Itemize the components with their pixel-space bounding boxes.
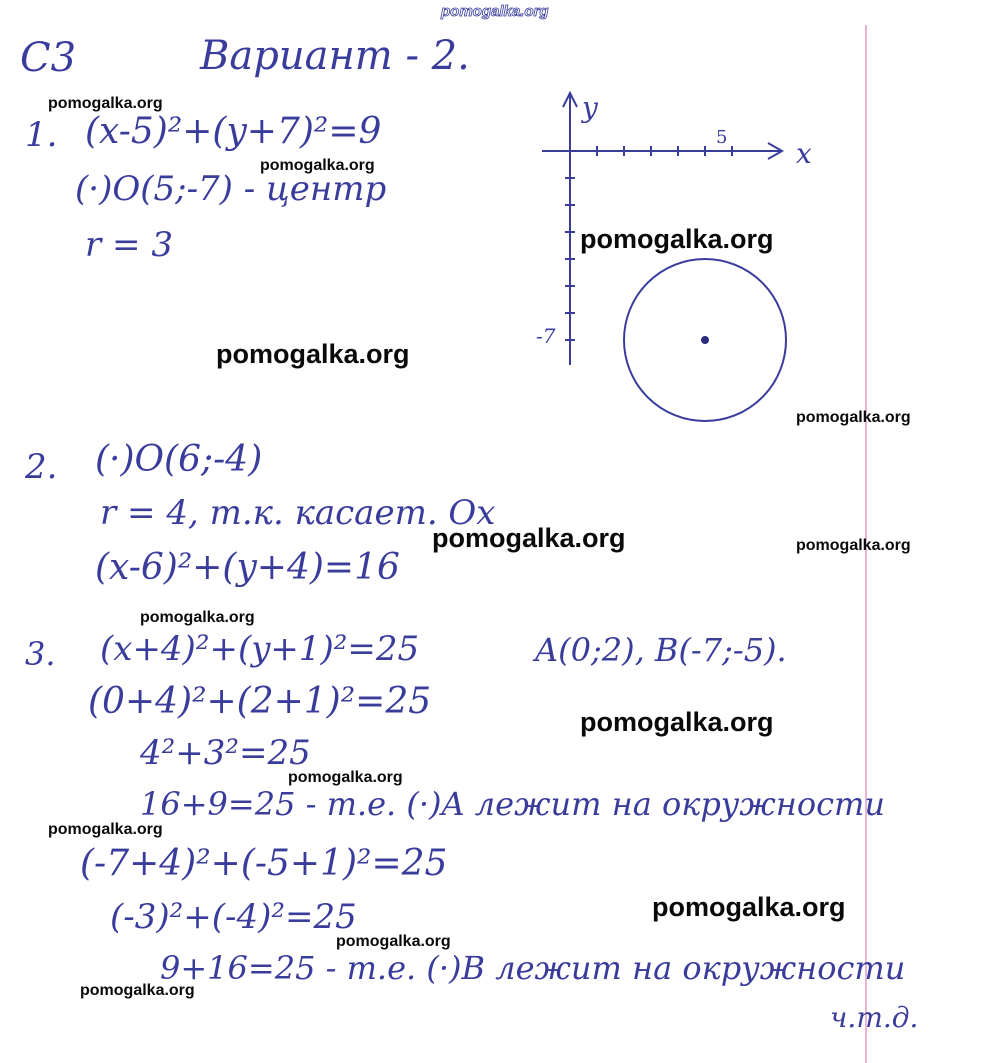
- task1-number: 1.: [25, 115, 58, 155]
- watermark: pomogalka.org: [216, 339, 410, 369]
- watermark: pomogalka.org: [48, 95, 163, 112]
- task2-number: 2.: [25, 447, 58, 487]
- watermark: pomogalka.org: [48, 821, 163, 838]
- watermark: pomogalka.org: [652, 892, 846, 922]
- task3-equation: (x+4)²+(y+1)²=25: [100, 629, 420, 669]
- task2-radius-note: r = 4, т.к. касает. Ox: [100, 493, 496, 533]
- task2-center: (·)O(6;-4): [95, 439, 263, 480]
- task1-equation: (x-5)²+(y+7)²=9: [85, 111, 382, 152]
- task3-line3: 16+9=25 - т.е. (·)A лежит на окружности: [140, 785, 885, 823]
- task3-line6: 9+16=25 - т.е. (·)B лежит на окружности: [160, 949, 906, 987]
- y-tick-label-minus7: -7: [536, 324, 556, 348]
- task1-radius: r = 3: [85, 225, 173, 265]
- watermark: pomogalka.org: [432, 523, 626, 553]
- task1-center: (·)O(5;-7) - центр: [75, 169, 387, 209]
- task3-qed: ч.т.д.: [830, 1001, 919, 1034]
- watermark: pomogalka.org: [336, 933, 451, 950]
- x-axis-label: x: [796, 137, 812, 170]
- watermark: pomogalka.org: [580, 224, 774, 254]
- watermark: pomogalka.org: [260, 157, 375, 174]
- task3-points: A(0;2), B(-7;-5).: [535, 631, 787, 669]
- task3-line5: (-3)²+(-4)²=25: [110, 897, 357, 937]
- variant-title: Вариант - 2.: [200, 33, 470, 79]
- watermark: pomogalka.org: [796, 409, 911, 426]
- task3-line2: 4²+3²=25: [140, 733, 311, 773]
- task3-line1: (0+4)²+(2+1)²=25: [88, 681, 432, 722]
- task3-number: 3.: [25, 635, 56, 673]
- circle-graph: [530, 85, 820, 430]
- y-axis-label: y: [582, 91, 598, 124]
- task2-equation: (x-6)²+(y+4)=16: [95, 547, 400, 588]
- task3-line4: (-7+4)²+(-5+1)²=25: [80, 843, 448, 884]
- section-label: С3: [20, 35, 77, 81]
- circle-center-point: [701, 336, 709, 344]
- watermark: pomogalka.org: [140, 609, 255, 626]
- watermark: pomogalka.org: [580, 707, 774, 737]
- watermark-top: pomogalka.org: [441, 3, 549, 20]
- watermark: pomogalka.org: [80, 982, 195, 999]
- watermark: pomogalka.org: [288, 769, 403, 786]
- watermark: pomogalka.org: [796, 537, 911, 554]
- x-tick-label-5: 5: [716, 127, 728, 148]
